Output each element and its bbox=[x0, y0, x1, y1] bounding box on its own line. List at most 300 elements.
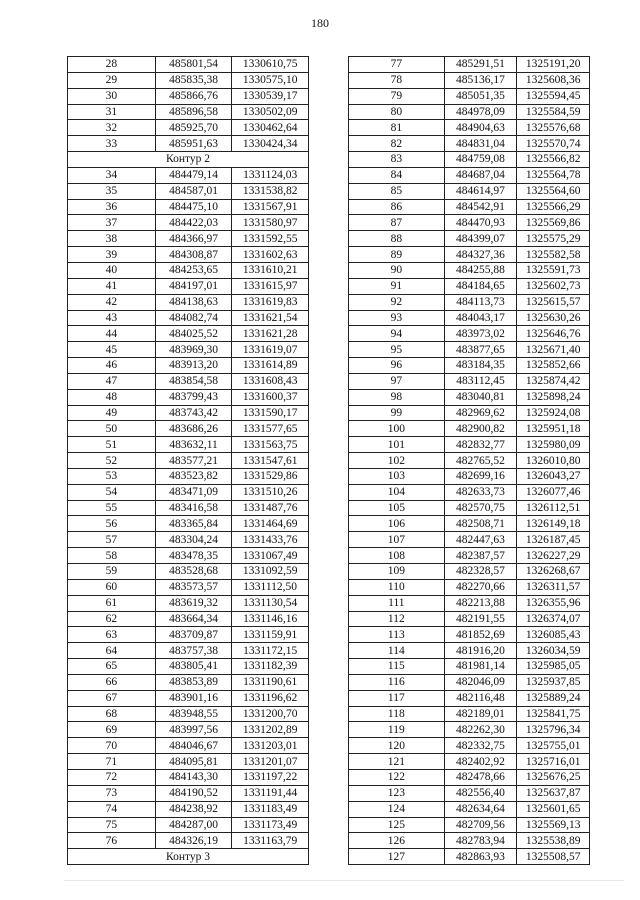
y-coordinate-cell: 1331615,97 bbox=[232, 278, 309, 294]
table-row bbox=[349, 342, 590, 358]
y-coordinate-cell: 1325676,25 bbox=[517, 769, 590, 785]
table-row bbox=[68, 358, 309, 374]
point-number-cell: 116 bbox=[349, 674, 445, 690]
point-number-cell: 30 bbox=[68, 88, 156, 104]
y-coordinate-cell: 1325191,20 bbox=[517, 57, 590, 73]
y-coordinate-cell: 1325874,42 bbox=[517, 373, 590, 389]
y-coordinate-cell: 1325564,60 bbox=[517, 183, 590, 199]
y-coordinate-cell: 1325594,45 bbox=[517, 88, 590, 104]
table-row bbox=[68, 167, 309, 183]
y-coordinate-cell: 1331202,89 bbox=[232, 722, 309, 738]
page-number: 180 bbox=[311, 16, 329, 30]
y-coordinate-cell: 1331191,44 bbox=[232, 785, 309, 801]
y-coordinate-cell: 1330539,17 bbox=[232, 88, 309, 104]
x-coordinate-cell: 483304,24 bbox=[155, 532, 232, 548]
x-coordinate-cell: 484113,73 bbox=[444, 294, 517, 310]
y-coordinate-cell: 1326010,80 bbox=[517, 453, 590, 469]
table-row bbox=[68, 564, 309, 580]
x-coordinate-cell: 482900,82 bbox=[444, 421, 517, 437]
table-row bbox=[349, 389, 590, 405]
y-coordinate-cell: 1325898,24 bbox=[517, 389, 590, 405]
x-coordinate-cell: 484587,01 bbox=[155, 183, 232, 199]
y-coordinate-cell: 1326268,67 bbox=[517, 564, 590, 580]
table-row bbox=[68, 817, 309, 833]
table-row bbox=[349, 674, 590, 690]
table-row bbox=[68, 183, 309, 199]
point-number-cell: 65 bbox=[68, 659, 156, 675]
x-coordinate-cell: 484143,30 bbox=[155, 769, 232, 785]
table-row bbox=[68, 611, 309, 627]
point-number-cell: 69 bbox=[68, 722, 156, 738]
point-number-cell: 66 bbox=[68, 674, 156, 690]
point-number-cell: 122 bbox=[349, 769, 445, 785]
point-number-cell: 32 bbox=[68, 120, 156, 136]
x-coordinate-cell: 482213,88 bbox=[444, 595, 517, 611]
table-body-right bbox=[349, 57, 590, 865]
point-number-cell: 68 bbox=[68, 706, 156, 722]
point-number-cell: 84 bbox=[349, 167, 445, 183]
y-coordinate-cell: 1331592,55 bbox=[232, 231, 309, 247]
x-coordinate-cell: 484475,10 bbox=[155, 199, 232, 215]
y-coordinate-cell: 1325570,74 bbox=[517, 136, 590, 152]
y-coordinate-cell: 1331146,16 bbox=[232, 611, 309, 627]
x-coordinate-cell: 483877,65 bbox=[444, 342, 517, 358]
x-coordinate-cell: 484287,00 bbox=[155, 817, 232, 833]
table-row bbox=[68, 72, 309, 88]
y-coordinate-cell: 1331487,76 bbox=[232, 500, 309, 516]
y-coordinate-cell: 1325584,59 bbox=[517, 104, 590, 120]
y-coordinate-cell: 1331510,26 bbox=[232, 484, 309, 500]
table-row bbox=[349, 453, 590, 469]
point-number-cell: 104 bbox=[349, 484, 445, 500]
point-number-cell: 82 bbox=[349, 136, 445, 152]
x-coordinate-cell: 482116,48 bbox=[444, 690, 517, 706]
y-coordinate-cell: 1325566,82 bbox=[517, 152, 590, 168]
point-number-cell: 92 bbox=[349, 294, 445, 310]
table-row bbox=[68, 659, 309, 675]
table-row bbox=[68, 690, 309, 706]
table-row bbox=[68, 342, 309, 358]
x-coordinate-cell: 484759,08 bbox=[444, 152, 517, 168]
y-coordinate-cell: 1331183,49 bbox=[232, 801, 309, 817]
x-coordinate-cell: 483709,87 bbox=[155, 627, 232, 643]
point-number-cell: 105 bbox=[349, 500, 445, 516]
table-row bbox=[68, 88, 309, 104]
table-row bbox=[349, 468, 590, 484]
x-coordinate-cell: 482570,75 bbox=[444, 500, 517, 516]
x-coordinate-cell: 483416,58 bbox=[155, 500, 232, 516]
table-row bbox=[68, 769, 309, 785]
point-number-cell: 44 bbox=[68, 326, 156, 342]
y-coordinate-cell: 1325569,13 bbox=[517, 817, 590, 833]
y-coordinate-cell: 1331200,70 bbox=[232, 706, 309, 722]
table-row bbox=[68, 738, 309, 754]
y-coordinate-cell: 1331067,49 bbox=[232, 548, 309, 564]
y-coordinate-cell: 1325582,58 bbox=[517, 247, 590, 263]
table-row bbox=[68, 500, 309, 516]
table-row bbox=[349, 516, 590, 532]
point-number-cell: 94 bbox=[349, 326, 445, 342]
table-row bbox=[349, 849, 590, 865]
y-coordinate-cell: 1325569,86 bbox=[517, 215, 590, 231]
point-number-cell: 106 bbox=[349, 516, 445, 532]
x-coordinate-cell: 483948,55 bbox=[155, 706, 232, 722]
point-number-cell: 75 bbox=[68, 817, 156, 833]
point-number-cell: 59 bbox=[68, 564, 156, 580]
table-row bbox=[349, 833, 590, 849]
point-number-cell: 91 bbox=[349, 278, 445, 294]
table-row bbox=[68, 833, 309, 849]
y-coordinate-cell: 1325591,73 bbox=[517, 262, 590, 278]
point-number-cell: 87 bbox=[349, 215, 445, 231]
point-number-cell: 35 bbox=[68, 183, 156, 199]
x-coordinate-cell: 485866,76 bbox=[155, 88, 232, 104]
x-coordinate-cell: 484082,74 bbox=[155, 310, 232, 326]
point-number-cell: 36 bbox=[68, 199, 156, 215]
table-row bbox=[349, 627, 590, 643]
x-coordinate-cell: 482709,56 bbox=[444, 817, 517, 833]
point-number-cell: 67 bbox=[68, 690, 156, 706]
y-coordinate-cell: 1325980,09 bbox=[517, 437, 590, 453]
x-coordinate-cell: 482699,16 bbox=[444, 468, 517, 484]
table-row bbox=[349, 278, 590, 294]
point-number-cell: 38 bbox=[68, 231, 156, 247]
x-coordinate-cell: 485291,51 bbox=[444, 57, 517, 73]
x-coordinate-cell: 481916,20 bbox=[444, 643, 517, 659]
x-coordinate-cell: 484422,03 bbox=[155, 215, 232, 231]
y-coordinate-cell: 1325646,76 bbox=[517, 326, 590, 342]
y-coordinate-cell: 1331600,37 bbox=[232, 389, 309, 405]
point-number-cell: 111 bbox=[349, 595, 445, 611]
x-coordinate-cell: 484326,19 bbox=[155, 833, 232, 849]
table-row bbox=[68, 231, 309, 247]
x-coordinate-cell: 483577,21 bbox=[155, 453, 232, 469]
point-number-cell: 120 bbox=[349, 738, 445, 754]
point-number-cell: 99 bbox=[349, 405, 445, 421]
point-number-cell: 108 bbox=[349, 548, 445, 564]
y-coordinate-cell: 1331124,03 bbox=[232, 167, 309, 183]
point-number-cell: 80 bbox=[349, 104, 445, 120]
point-number-cell: 101 bbox=[349, 437, 445, 453]
table-row bbox=[68, 278, 309, 294]
point-number-cell: 43 bbox=[68, 310, 156, 326]
point-number-cell: 33 bbox=[68, 136, 156, 152]
point-number-cell: 118 bbox=[349, 706, 445, 722]
point-number-cell: 93 bbox=[349, 310, 445, 326]
table-row bbox=[349, 643, 590, 659]
table-row bbox=[349, 769, 590, 785]
y-coordinate-cell: 1331619,07 bbox=[232, 342, 309, 358]
x-coordinate-cell: 482270,66 bbox=[444, 579, 517, 595]
y-coordinate-cell: 1325671,40 bbox=[517, 342, 590, 358]
table-row bbox=[349, 722, 590, 738]
x-coordinate-cell: 482262,30 bbox=[444, 722, 517, 738]
table-row bbox=[349, 785, 590, 801]
table-row bbox=[349, 183, 590, 199]
point-number-cell: 45 bbox=[68, 342, 156, 358]
x-coordinate-cell: 484978,09 bbox=[444, 104, 517, 120]
point-number-cell: 51 bbox=[68, 437, 156, 453]
point-number-cell: 42 bbox=[68, 294, 156, 310]
point-number-cell: 112 bbox=[349, 611, 445, 627]
x-coordinate-cell: 483901,16 bbox=[155, 690, 232, 706]
y-coordinate-cell: 1326034,59 bbox=[517, 643, 590, 659]
y-coordinate-cell: 1331602,63 bbox=[232, 247, 309, 263]
table-row bbox=[349, 326, 590, 342]
x-coordinate-cell: 483997,56 bbox=[155, 722, 232, 738]
x-coordinate-cell: 482189,01 bbox=[444, 706, 517, 722]
table-row bbox=[349, 484, 590, 500]
point-number-cell: 88 bbox=[349, 231, 445, 247]
table-row bbox=[68, 199, 309, 215]
point-number-cell: 29 bbox=[68, 72, 156, 88]
point-number-cell: 76 bbox=[68, 833, 156, 849]
point-number-cell: 54 bbox=[68, 484, 156, 500]
table-row bbox=[68, 785, 309, 801]
point-number-cell: 90 bbox=[349, 262, 445, 278]
x-coordinate-cell: 482447,63 bbox=[444, 532, 517, 548]
table-row bbox=[68, 516, 309, 532]
y-coordinate-cell: 1331197,22 bbox=[232, 769, 309, 785]
y-coordinate-cell: 1325508,57 bbox=[517, 849, 590, 865]
y-coordinate-cell: 1325615,57 bbox=[517, 294, 590, 310]
y-coordinate-cell: 1325716,01 bbox=[517, 754, 590, 770]
point-number-cell: 73 bbox=[68, 785, 156, 801]
point-number-cell: 78 bbox=[349, 72, 445, 88]
point-number-cell: 83 bbox=[349, 152, 445, 168]
y-coordinate-cell: 1331433,76 bbox=[232, 532, 309, 548]
point-number-cell: 86 bbox=[349, 199, 445, 215]
y-coordinate-cell: 1326077,46 bbox=[517, 484, 590, 500]
x-coordinate-cell: 483664,34 bbox=[155, 611, 232, 627]
table-row bbox=[68, 247, 309, 263]
y-coordinate-cell: 1331159,91 bbox=[232, 627, 309, 643]
x-coordinate-cell: 482508,71 bbox=[444, 516, 517, 532]
x-coordinate-cell: 484366,97 bbox=[155, 231, 232, 247]
point-number-cell: 109 bbox=[349, 564, 445, 580]
table-row bbox=[349, 310, 590, 326]
table-row bbox=[349, 373, 590, 389]
point-number-cell: 53 bbox=[68, 468, 156, 484]
table-row bbox=[68, 453, 309, 469]
table-row bbox=[68, 294, 309, 310]
x-coordinate-cell: 483112,45 bbox=[444, 373, 517, 389]
x-coordinate-cell: 483619,32 bbox=[155, 595, 232, 611]
x-coordinate-cell: 483757,38 bbox=[155, 643, 232, 659]
x-coordinate-cell: 485801,54 bbox=[155, 57, 232, 73]
table-row bbox=[68, 595, 309, 611]
y-coordinate-cell: 1325601,65 bbox=[517, 801, 590, 817]
x-coordinate-cell: 484470,93 bbox=[444, 215, 517, 231]
point-number-cell: 96 bbox=[349, 358, 445, 374]
table-row bbox=[349, 57, 590, 73]
point-number-cell: 81 bbox=[349, 120, 445, 136]
point-number-cell: 77 bbox=[349, 57, 445, 73]
y-coordinate-cell: 1331621,28 bbox=[232, 326, 309, 342]
table-row bbox=[349, 231, 590, 247]
point-number-cell: 125 bbox=[349, 817, 445, 833]
x-coordinate-cell: 485051,35 bbox=[444, 88, 517, 104]
x-coordinate-cell: 485835,38 bbox=[155, 72, 232, 88]
y-coordinate-cell: 1330610,75 bbox=[232, 57, 309, 73]
table-row bbox=[349, 437, 590, 453]
table-row bbox=[349, 595, 590, 611]
contour-header-row bbox=[68, 849, 309, 865]
x-coordinate-cell: 483471,09 bbox=[155, 484, 232, 500]
table-row bbox=[68, 120, 309, 136]
point-number-cell: 113 bbox=[349, 627, 445, 643]
point-number-cell: 110 bbox=[349, 579, 445, 595]
x-coordinate-cell: 482046,09 bbox=[444, 674, 517, 690]
table-row bbox=[349, 358, 590, 374]
table-row bbox=[349, 405, 590, 421]
table-row bbox=[68, 722, 309, 738]
y-coordinate-cell: 1331196,62 bbox=[232, 690, 309, 706]
x-coordinate-cell: 483365,84 bbox=[155, 516, 232, 532]
y-coordinate-cell: 1331547,61 bbox=[232, 453, 309, 469]
y-coordinate-cell: 1325602,73 bbox=[517, 278, 590, 294]
point-number-cell: 49 bbox=[68, 405, 156, 421]
point-number-cell: 117 bbox=[349, 690, 445, 706]
y-coordinate-cell: 1331580,97 bbox=[232, 215, 309, 231]
point-number-cell: 89 bbox=[349, 247, 445, 263]
y-coordinate-cell: 1331538,82 bbox=[232, 183, 309, 199]
x-coordinate-cell: 483573,57 bbox=[155, 579, 232, 595]
table-row bbox=[68, 468, 309, 484]
y-coordinate-cell: 1325538,89 bbox=[517, 833, 590, 849]
x-coordinate-cell: 482328,57 bbox=[444, 564, 517, 580]
table-row bbox=[349, 262, 590, 278]
point-number-cell: 124 bbox=[349, 801, 445, 817]
point-number-cell: 102 bbox=[349, 453, 445, 469]
y-coordinate-cell: 1325796,34 bbox=[517, 722, 590, 738]
x-coordinate-cell: 483040,81 bbox=[444, 389, 517, 405]
y-coordinate-cell: 1325755,01 bbox=[517, 738, 590, 754]
point-number-cell: 71 bbox=[68, 754, 156, 770]
x-coordinate-cell: 484197,01 bbox=[155, 278, 232, 294]
y-coordinate-cell: 1331112,50 bbox=[232, 579, 309, 595]
y-coordinate-cell: 1331201,07 bbox=[232, 754, 309, 770]
x-coordinate-cell: 483969,30 bbox=[155, 342, 232, 358]
y-coordinate-cell: 1325566,29 bbox=[517, 199, 590, 215]
table-row bbox=[349, 136, 590, 152]
y-coordinate-cell: 1325852,66 bbox=[517, 358, 590, 374]
scan-edge-line bbox=[64, 880, 624, 881]
table-row bbox=[349, 548, 590, 564]
x-coordinate-cell: 484614,97 bbox=[444, 183, 517, 199]
x-coordinate-cell: 483805,41 bbox=[155, 659, 232, 675]
point-number-cell: 60 bbox=[68, 579, 156, 595]
table-row bbox=[68, 57, 309, 73]
y-coordinate-cell: 1325951,18 bbox=[517, 421, 590, 437]
x-coordinate-cell: 482387,57 bbox=[444, 548, 517, 564]
x-coordinate-cell: 483184,35 bbox=[444, 358, 517, 374]
point-number-cell: 58 bbox=[68, 548, 156, 564]
point-number-cell: 121 bbox=[349, 754, 445, 770]
y-coordinate-cell: 1326187,45 bbox=[517, 532, 590, 548]
point-number-cell: 119 bbox=[349, 722, 445, 738]
point-number-cell: 47 bbox=[68, 373, 156, 389]
table-row bbox=[349, 199, 590, 215]
point-number-cell: 95 bbox=[349, 342, 445, 358]
y-coordinate-cell: 1330502,09 bbox=[232, 104, 309, 120]
x-coordinate-cell: 483913,20 bbox=[155, 358, 232, 374]
y-coordinate-cell: 1326374,07 bbox=[517, 611, 590, 627]
table-row bbox=[349, 611, 590, 627]
table-row bbox=[349, 167, 590, 183]
y-coordinate-cell: 1331182,39 bbox=[232, 659, 309, 675]
x-coordinate-cell: 484184,65 bbox=[444, 278, 517, 294]
table-row bbox=[68, 801, 309, 817]
coordinates-table-left bbox=[67, 56, 309, 865]
x-coordinate-cell: 485136,17 bbox=[444, 72, 517, 88]
x-coordinate-cell: 484687,04 bbox=[444, 167, 517, 183]
table-row bbox=[68, 136, 309, 152]
y-coordinate-cell: 1331563,75 bbox=[232, 437, 309, 453]
x-coordinate-cell: 484190,52 bbox=[155, 785, 232, 801]
x-coordinate-cell: 483854,58 bbox=[155, 373, 232, 389]
y-coordinate-cell: 1325576,68 bbox=[517, 120, 590, 136]
point-number-cell: 40 bbox=[68, 262, 156, 278]
x-coordinate-cell: 482969,62 bbox=[444, 405, 517, 421]
y-coordinate-cell: 1326149,18 bbox=[517, 516, 590, 532]
table-row bbox=[68, 421, 309, 437]
x-coordinate-cell: 484095,81 bbox=[155, 754, 232, 770]
table-row bbox=[349, 706, 590, 722]
point-number-cell: 70 bbox=[68, 738, 156, 754]
x-coordinate-cell: 483528,68 bbox=[155, 564, 232, 580]
y-coordinate-cell: 1325841,75 bbox=[517, 706, 590, 722]
y-coordinate-cell: 1325889,24 bbox=[517, 690, 590, 706]
x-coordinate-cell: 485951,63 bbox=[155, 136, 232, 152]
table-row bbox=[349, 817, 590, 833]
table-row bbox=[68, 373, 309, 389]
y-coordinate-cell: 1325637,87 bbox=[517, 785, 590, 801]
y-coordinate-cell: 1326227,29 bbox=[517, 548, 590, 564]
contour-header-row bbox=[68, 152, 309, 168]
table-row bbox=[68, 643, 309, 659]
x-coordinate-cell: 482832,77 bbox=[444, 437, 517, 453]
y-coordinate-cell: 1331173,49 bbox=[232, 817, 309, 833]
point-number-cell: 85 bbox=[349, 183, 445, 199]
point-number-cell: 74 bbox=[68, 801, 156, 817]
point-number-cell: 64 bbox=[68, 643, 156, 659]
table-row bbox=[68, 674, 309, 690]
x-coordinate-cell: 484904,63 bbox=[444, 120, 517, 136]
table-row bbox=[349, 801, 590, 817]
y-coordinate-cell: 1326311,57 bbox=[517, 579, 590, 595]
x-coordinate-cell: 483478,35 bbox=[155, 548, 232, 564]
point-number-cell: 107 bbox=[349, 532, 445, 548]
x-coordinate-cell: 483853,89 bbox=[155, 674, 232, 690]
y-coordinate-cell: 1325985,05 bbox=[517, 659, 590, 675]
y-coordinate-cell: 1331130,54 bbox=[232, 595, 309, 611]
x-coordinate-cell: 483743,42 bbox=[155, 405, 232, 421]
y-coordinate-cell: 1325630,26 bbox=[517, 310, 590, 326]
contour-label: Контур 3 bbox=[68, 849, 309, 865]
y-coordinate-cell: 1331464,69 bbox=[232, 516, 309, 532]
point-number-cell: 46 bbox=[68, 358, 156, 374]
table-row bbox=[349, 532, 590, 548]
table-row bbox=[68, 104, 309, 120]
x-coordinate-cell: 484025,52 bbox=[155, 326, 232, 342]
y-coordinate-cell: 1331092,59 bbox=[232, 564, 309, 580]
contour-label: Контур 2 bbox=[68, 152, 309, 168]
x-coordinate-cell: 483799,43 bbox=[155, 389, 232, 405]
y-coordinate-cell: 1331577,65 bbox=[232, 421, 309, 437]
table-row bbox=[68, 310, 309, 326]
point-number-cell: 50 bbox=[68, 421, 156, 437]
